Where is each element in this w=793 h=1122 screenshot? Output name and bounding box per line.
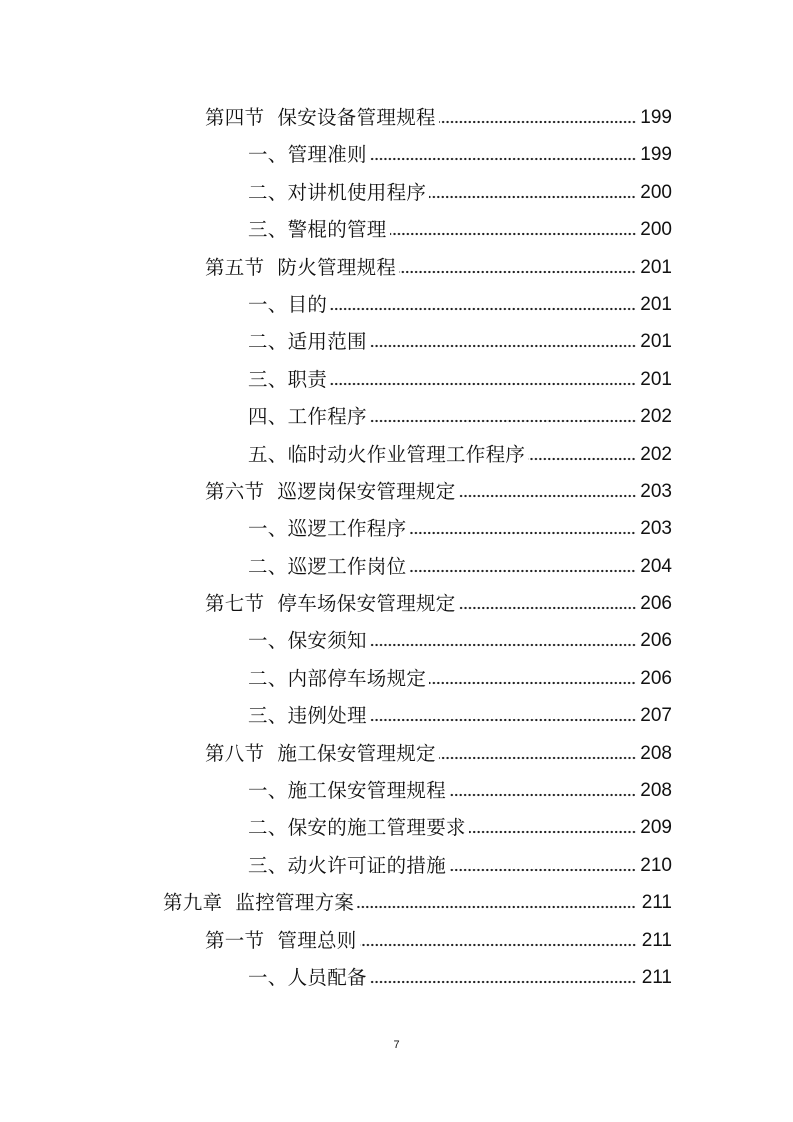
toc-entry-page-number: 208 [640,780,672,802]
dot-leader [370,959,636,996]
toc-entry-page-number: 211 [641,892,672,914]
toc-entry-page-number: 199 [640,107,672,128]
toc-entry-page-number: 206 [640,630,672,652]
dot-leader [360,922,636,959]
toc-subsection-entry [0,286,672,323]
toc-entry-page-number: 202 [640,443,672,465]
toc-subsection-entry [0,436,672,473]
toc-entry-title: 第六节 巡逻岗保安管理规定 [205,479,456,503]
toc-entry-title: 四、工作程序 [248,405,367,429]
toc-entry-page-number: 210 [640,854,672,876]
toc-entry-page-number: 211 [641,966,672,988]
toc-entry-page-number: 199 [640,144,672,166]
toc-subsection-entry [0,510,672,547]
dot-leader [429,174,636,211]
table-of-contents [0,99,672,996]
toc-entry-title: 第五节 防火管理规程 [205,255,397,279]
toc-entry-title: 三、动火许可证的措施 [248,853,447,877]
toc-entry-title: 一、目的 [248,292,328,316]
toc-subsection-entry [0,959,672,996]
toc-subsection-entry [0,697,672,734]
toc-entry-title: 第七节 停车场保安管理规定 [205,592,456,616]
toc-subsection-entry [0,660,672,697]
toc-entry-page-number: 203 [640,480,672,502]
dot-leader [370,697,636,734]
toc-subsection-entry [0,622,672,659]
toc-subsection-entry [0,211,672,248]
toc-subsection-entry [0,809,672,846]
toc-entry-page-number: 207 [640,705,672,727]
dot-leader [439,99,636,136]
toc-entry-page-number: 200 [640,181,672,203]
dot-leader [409,510,636,547]
toc-entry-title: 一、施工保安管理规程 [248,779,447,803]
dot-leader [357,884,636,921]
toc-subsection-entry [0,847,672,884]
toc-entry-title: 三、警棍的管理 [248,218,387,242]
dot-leader [528,436,636,473]
toc-entry-page-number: 208 [640,742,672,764]
dot-leader [370,136,636,173]
dot-leader [429,660,636,697]
toc-entry-title: 一、巡逻工作程序 [248,517,407,541]
dot-leader [459,585,636,622]
toc-section-entry [0,99,672,136]
toc-subsection-entry [0,772,672,809]
dot-leader [459,473,636,510]
dot-leader [449,772,636,809]
toc-section-entry [0,249,672,286]
toc-entry-page-number: 201 [640,368,672,390]
dot-leader [449,847,636,884]
dot-leader [330,361,636,398]
toc-subsection-entry [0,548,672,585]
toc-entry-title: 第九章 监控管理方案 [163,891,355,915]
toc-entry-title: 三、违例处理 [248,704,367,728]
page-number: 7 [393,1039,400,1051]
dot-leader [370,622,636,659]
dot-leader [390,211,636,248]
toc-entry-title: 一、管理准则 [248,143,367,167]
toc-entry-page-number: 201 [640,256,672,278]
toc-entry-title: 二、巡逻工作岗位 [248,554,407,578]
toc-entry-page-number: 203 [640,518,672,540]
toc-entry-page-number: 206 [640,667,672,689]
toc-entry-title: 五、临时动火作业管理工作程序 [248,442,526,466]
toc-subsection-entry [0,361,672,398]
dot-leader [370,398,636,435]
toc-entry-title: 二、保安的施工管理要求 [248,816,466,840]
toc-subsection-entry [0,174,672,211]
toc-entry-title: 二、适用范围 [248,330,367,354]
dot-leader [330,286,636,323]
toc-section-entry [0,735,672,772]
dot-leader [409,548,636,585]
toc-subsection-entry [0,136,672,173]
toc-entry-title: 二、内部停车场规定 [248,666,427,690]
toc-entry-page-number: 202 [640,406,672,428]
dot-leader [399,249,636,286]
dot-leader [439,735,636,772]
toc-entry-title: 三、职责 [248,367,328,391]
toc-entry-page-number: 201 [640,293,672,315]
dot-leader [469,809,636,846]
toc-entry-page-number: 200 [640,219,672,241]
toc-entry-page-number: 204 [640,555,672,577]
toc-chapter-entry [0,884,672,921]
toc-section-entry [0,922,672,959]
toc-section-entry [0,473,672,510]
toc-section-entry [0,585,672,622]
toc-entry-title: 第八节 施工保安管理规定 [205,741,436,765]
toc-entry-page-number: 209 [640,817,672,839]
dot-leader [370,323,636,360]
toc-entry-page-number: 206 [640,593,672,615]
toc-entry-page-number: 201 [640,331,672,353]
toc-entry-title: 一、保安须知 [248,629,367,653]
toc-entry-title: 第一节 管理总则 [205,928,357,952]
toc-entry-page-number: 211 [641,929,672,951]
toc-entry-title: 第四节 保安设备管理规程 [205,106,436,129]
toc-subsection-entry [0,323,672,360]
toc-entry-title: 一、人员配备 [248,965,367,989]
toc-subsection-entry [0,398,672,435]
toc-entry-title: 二、对讲机使用程序 [248,180,427,204]
